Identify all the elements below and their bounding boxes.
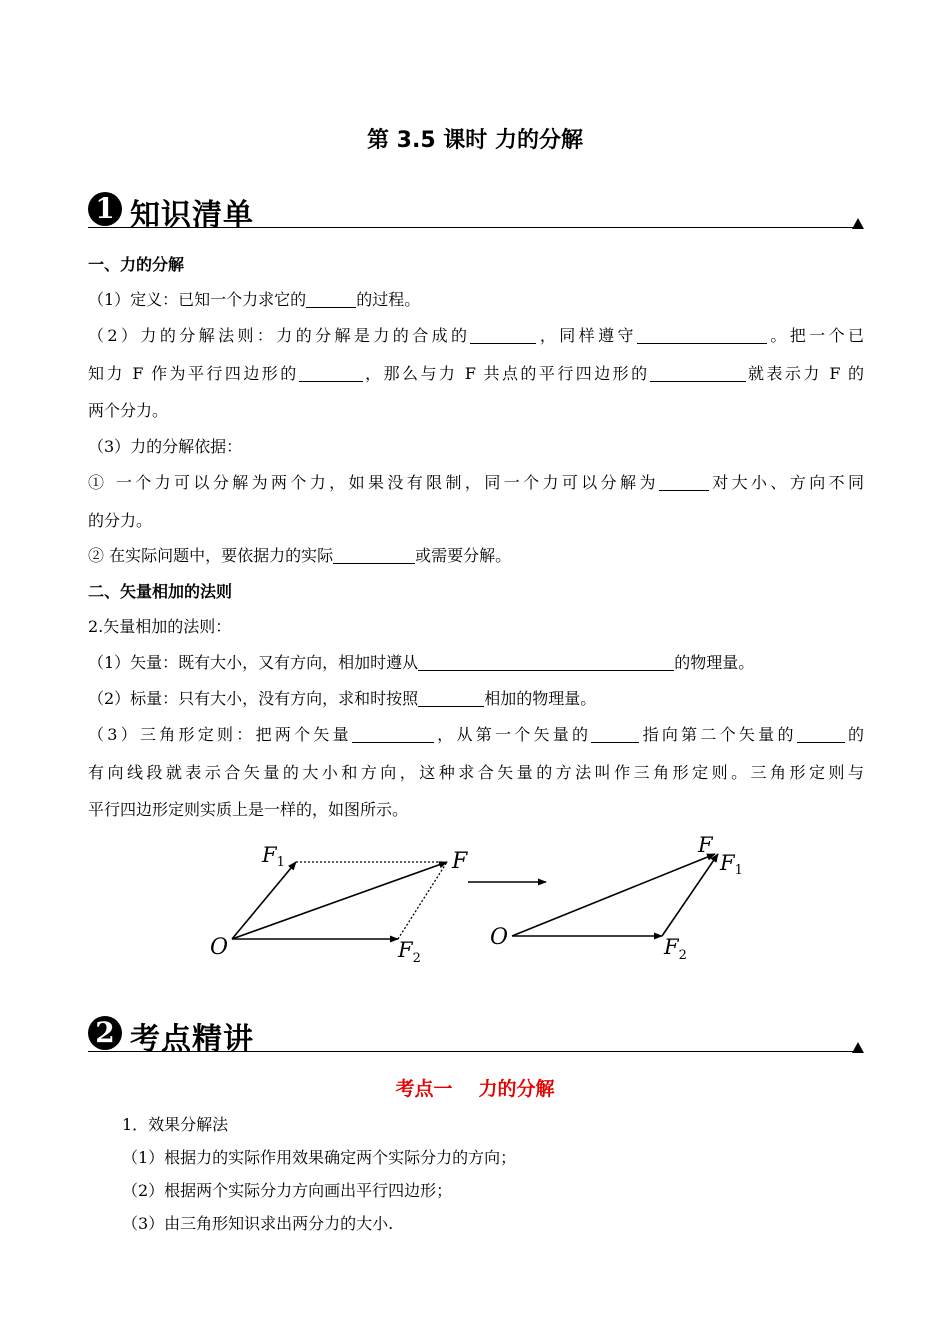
section-header-knowledge: [88, 188, 864, 232]
section-number-badge: 2: [88, 1016, 122, 1050]
dotted-edge: [398, 862, 447, 939]
vector-addition-diagram: [200, 832, 760, 972]
text-line: 的分力。: [88, 511, 153, 530]
text-line: （1）根据力的实际作用效果确定两个实际分力的方向；: [122, 1148, 517, 1167]
f-label: F: [698, 833, 713, 857]
section-label: 考点精讲: [130, 1022, 254, 1057]
triangle-marker-icon: [852, 1042, 864, 1053]
exam-point-title: 考点一 力的分解: [395, 1078, 555, 1100]
fill-blank: [418, 654, 674, 671]
fill-blank: [659, 474, 709, 491]
text-line: 2.矢量相加的法则：: [88, 617, 232, 636]
page-title: 第 3.5 课时 力的分解: [367, 128, 583, 153]
text-line: （2）力的分解法则：力的分解是力的合成的 ，同样遵守 。把一个已: [88, 326, 864, 345]
fill-blank: [650, 365, 746, 382]
f-label: F: [452, 849, 468, 874]
section-rule: [88, 227, 856, 228]
section-header-exam-points: [88, 1012, 864, 1056]
text-line: （3）力的分解依据：: [88, 437, 243, 456]
text-line: （3）三角形定则：把两个矢量 ，从第一个矢量的 指向第二个矢量的 的: [88, 725, 864, 744]
text-line: （1）矢量：既有大小，又有方向，相加时遵从 的物理量。: [88, 653, 755, 672]
text-line: ① 一个力可以分解为两个力，如果没有限制，同一个力可以分解为 对大小、方向不同: [88, 473, 864, 492]
text-line: 有向线段就表示合矢量的大小和方向，这种求合矢量的方法叫作三角形定则。三角形定则与: [88, 763, 864, 782]
origin-label: O: [490, 925, 509, 950]
section-label: 知识清单: [130, 198, 254, 233]
fill-blank: [352, 726, 434, 743]
text-line: ② 在实际问题中，要依据力的实际 或需要分解。: [88, 546, 512, 565]
fill-blank: [470, 327, 536, 344]
heading-force-decomposition: 一、力的分解: [88, 255, 185, 274]
triangle-marker-icon: [852, 218, 864, 229]
fill-blank: [591, 726, 639, 743]
fill-blank: [333, 547, 415, 564]
fill-blank: [797, 726, 845, 743]
heading-vector-addition: 二、矢量相加的法则: [88, 582, 233, 601]
fill-blank: [418, 690, 484, 707]
text-line: 两个分力。: [88, 401, 169, 420]
parallelogram-figure: [210, 843, 468, 966]
text-line: （2）根据两个实际分力方向画出平行四边形；: [122, 1181, 453, 1200]
f1-label: F1: [262, 843, 285, 870]
text-line: 知力 F 作为平行四边形的 ，那么与力 F 共点的平行四边形的 就表示力 F 的: [88, 364, 864, 383]
text-line: （2）标量：只有大小，没有方向，求和时按照 相加的物理量。: [88, 689, 597, 708]
f2-label: $F_2$: [398, 938, 421, 966]
text-line: 1．效果分解法: [122, 1115, 229, 1134]
f-resultant-arrow: [512, 854, 715, 936]
fill-blank: [299, 365, 363, 382]
section-number-badge: 1: [88, 192, 122, 226]
fill-blank: [306, 291, 356, 308]
triangle-figure: [490, 833, 743, 963]
f1-label: F1: [720, 851, 743, 878]
text-line: （3）由三角形知识求出两分力的大小.: [122, 1214, 394, 1233]
f2-label: $F_2$: [664, 935, 687, 963]
section-rule: [88, 1051, 856, 1052]
f1-arrow: [662, 854, 718, 936]
fill-blank: [637, 327, 767, 344]
text-line: 平行四边形定则实质上是一样的，如图所示。: [88, 800, 409, 819]
text-line: （1）定义：已知一个力求它的 的过程。: [88, 290, 421, 309]
origin-label: O: [210, 935, 229, 960]
